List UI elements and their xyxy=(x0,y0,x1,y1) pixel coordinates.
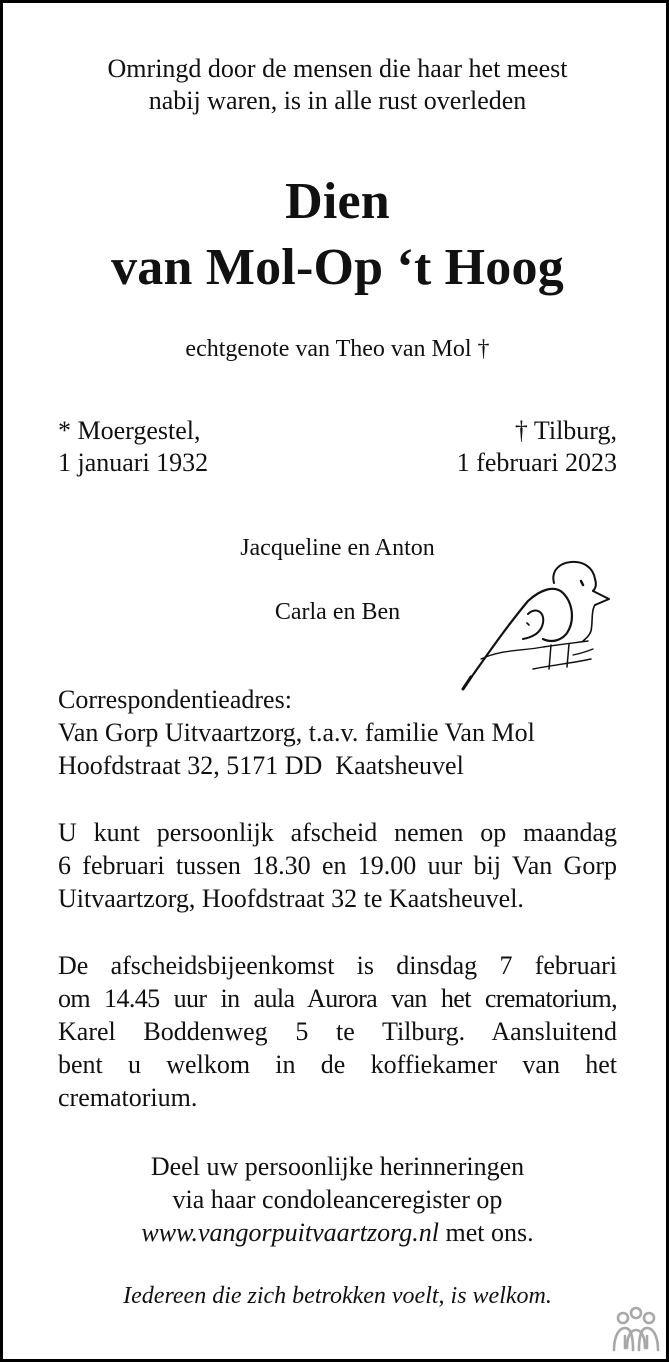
correspondence-line-2: Hoofdstraat 32, 5171 DD Kaatsheuvel xyxy=(58,751,464,780)
full-name: van Mol-Op ‘t Hoog xyxy=(111,239,564,296)
condolence-url-link[interactable]: www.vangorpuitvaartzorg.nl xyxy=(141,1218,439,1247)
birth-place: * Moergestel, xyxy=(58,416,201,445)
death-info xyxy=(457,415,617,479)
correspondence-address xyxy=(58,683,617,782)
ceremony-info xyxy=(58,949,617,1114)
visitation-line-3: Uitvaartzorg, Hoofdstraat 32 te Kaatsheuvel. xyxy=(58,884,524,913)
ceremony-line-1: De afscheidsbijeenkomst is dinsdag 7 februari xyxy=(58,951,617,980)
visitation-line-1: U kunt persoonlijk afscheid nemen op maandag xyxy=(58,818,617,847)
birth-date: 1 januari 1932 xyxy=(58,448,209,477)
condolence-suffix: met ons. xyxy=(438,1218,534,1247)
correspondence-label: Correspondentieadres: xyxy=(58,685,292,714)
ceremony-line-2: om 14.45 uur in aula Aurora van het crematorium, xyxy=(58,984,617,1013)
spouse-text: echtgenote van Theo van Mol † xyxy=(185,336,490,362)
closing-text: Iedereen die zich betrokken voelt, is welkom. xyxy=(123,1283,552,1309)
bird-sketch-icon xyxy=(423,551,613,693)
intro-line-1: Omringd door de mensen die haar het meest xyxy=(107,54,568,83)
intro-text xyxy=(3,53,669,117)
death-place: † Tilburg, xyxy=(514,416,617,445)
people-group-icon xyxy=(611,1306,661,1352)
child-pair-2: Carla en Ben xyxy=(274,599,401,625)
condolence-info xyxy=(3,1150,669,1249)
ceremony-line-5: crematorium. xyxy=(58,1083,198,1112)
child-pair-1: Jacqueline en Anton xyxy=(240,535,435,561)
first-name: Dien xyxy=(285,173,390,230)
intro-line-2: nabij waren, is in alle rust overleden xyxy=(148,86,527,115)
visitation-line-2: 6 februari tussen 18.30 en 19.00 uur bij Van Gorp xyxy=(58,851,617,880)
death-date: 1 februari 2023 xyxy=(456,448,617,477)
ceremony-line-3: Karel Boddenweg 5 te Tilburg. Aansluitend xyxy=(58,1017,617,1046)
ceremony-line-4: bent u welkom in de koffiekamer van het xyxy=(58,1050,617,1079)
deceased-name xyxy=(3,169,669,301)
condolence-line-2: via haar condoleanceregister op xyxy=(172,1185,503,1214)
condolence-line-1: Deel uw persoonlijke herinneringen xyxy=(150,1152,525,1181)
birth-info xyxy=(58,415,208,479)
correspondence-line-1: Van Gorp Uitvaartzorg, t.a.v. familie Van Mol xyxy=(58,718,535,747)
condolence-line-3 xyxy=(3,1216,669,1249)
visitation-info xyxy=(58,816,617,915)
